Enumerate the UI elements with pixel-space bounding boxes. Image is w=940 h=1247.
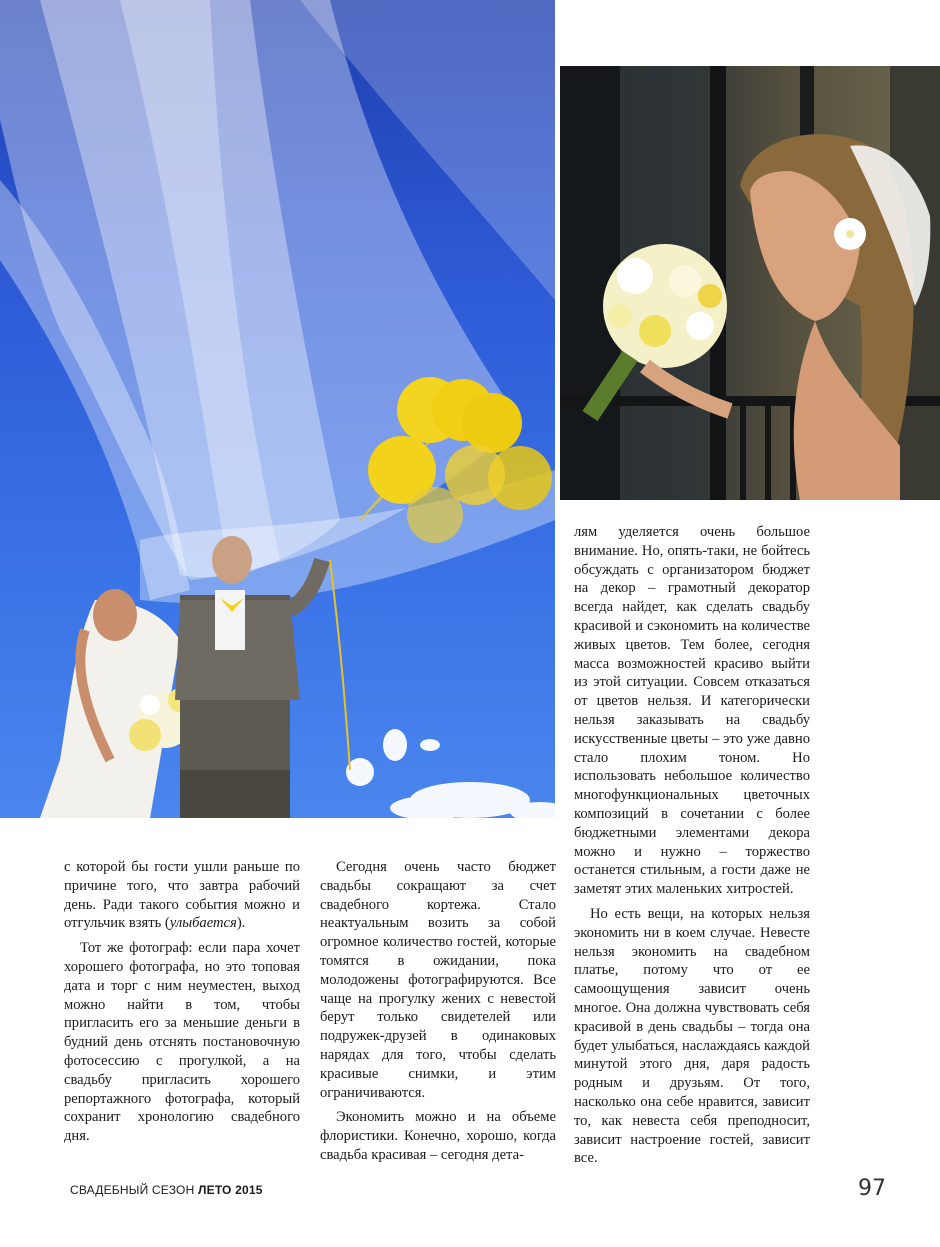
text-column-3 — [574, 523, 810, 1168]
veil — [0, 0, 555, 603]
magazine-footer — [70, 1183, 263, 1197]
paragraph: лям уделяется очень большое внимание. Но, опять-таки, не бойтесь обсуждать с организатором бюджет на декор – грамотный декоратор всегда найдет, как сделать свадьбу красивой и сэкономить на количестве живых цветов. Тем более, сегодня масса возможностей красиво выйти из этой ситуации. Совсем отказаться от цветов нельзя. И категорически нельзя заказывать на свадьбу искусственные цветы – это уже давно стало плохим тоном. Но использовать небольшое количество многофункциональных цветочных композиций в сочетании с более бюджетными элементами декора можно и нужно – торжество останется стильным, а гости даже не заметят этих маленьких хитростей. — [574, 524, 810, 898]
magazine-name: СВАДЕБНЫЙ СЕЗОН — [70, 1183, 195, 1197]
paragraph-text: с которой бы гости ушли раньше по причине того, что завтра рабочий день. Ради такого события можно и отгульчик взять ( — [64, 859, 300, 932]
paragraph: Сегодня очень часто бюджет свадьбы сокращают за счет свадебного кортежа. Стало неактуальным возить за собой огромное количество гостей, которые томятся в ожидании, пока молодожены фотографируются. Все чаще на прогулку жених с невестой берут только свидетелей или подружек-друзей в одинаковых нарядах для того, чтобы сделать красивые снимки, и этим ограничиваются. — [320, 859, 556, 1101]
paragraph: Экономить можно и на объеме флористики. Конечно, хорошо, когда свадьба красивая – сегодня дета- — [320, 1109, 556, 1163]
paragraph-italic: улыбается — [169, 915, 237, 932]
wedding-couple-illustration — [0, 0, 555, 818]
page-number: 97 — [858, 1176, 886, 1201]
bride-bouquet-illustration — [560, 66, 940, 500]
paragraph: Тот же фотограф: если пара хочет хорошего фотографа, но это топовая дата и торг с ним неуместен, выход можно найти в том, чтобы пригласить его за меньшие деньги в будний день отснять постановочную фотосессию с прогулкой, а на свадьбу пригласить хорошего репортажного фотографа, который сохранит хронологию свадебного дня. — [64, 940, 300, 1145]
text-column-2 — [320, 858, 556, 1165]
text-column-1 — [64, 858, 300, 1146]
wedding-couple-photo — [0, 0, 555, 818]
issue-label: ЛЕТО 2015 — [198, 1183, 263, 1197]
clouds — [346, 729, 555, 818]
paragraph-text: ). — [236, 915, 246, 932]
paragraph: Но есть вещи, на которых нельзя экономить ни в коем случае. Невесте нельзя экономить на свадебном платье, потому что от ее самоощущения зависит очень многое. Она должна чувствовать себя красивой в день свадьбы – тогда она будет улыбаться, наслаждаясь каждой минутой этого дня, даря радость родным и друзьям. От того, насколько она себе нравится, зависит то, как невеста себя преподносит, зависит настроение гостей, зависит все. — [574, 905, 810, 1167]
bride-bouquet-photo — [560, 66, 940, 500]
paragraph — [64, 858, 300, 933]
